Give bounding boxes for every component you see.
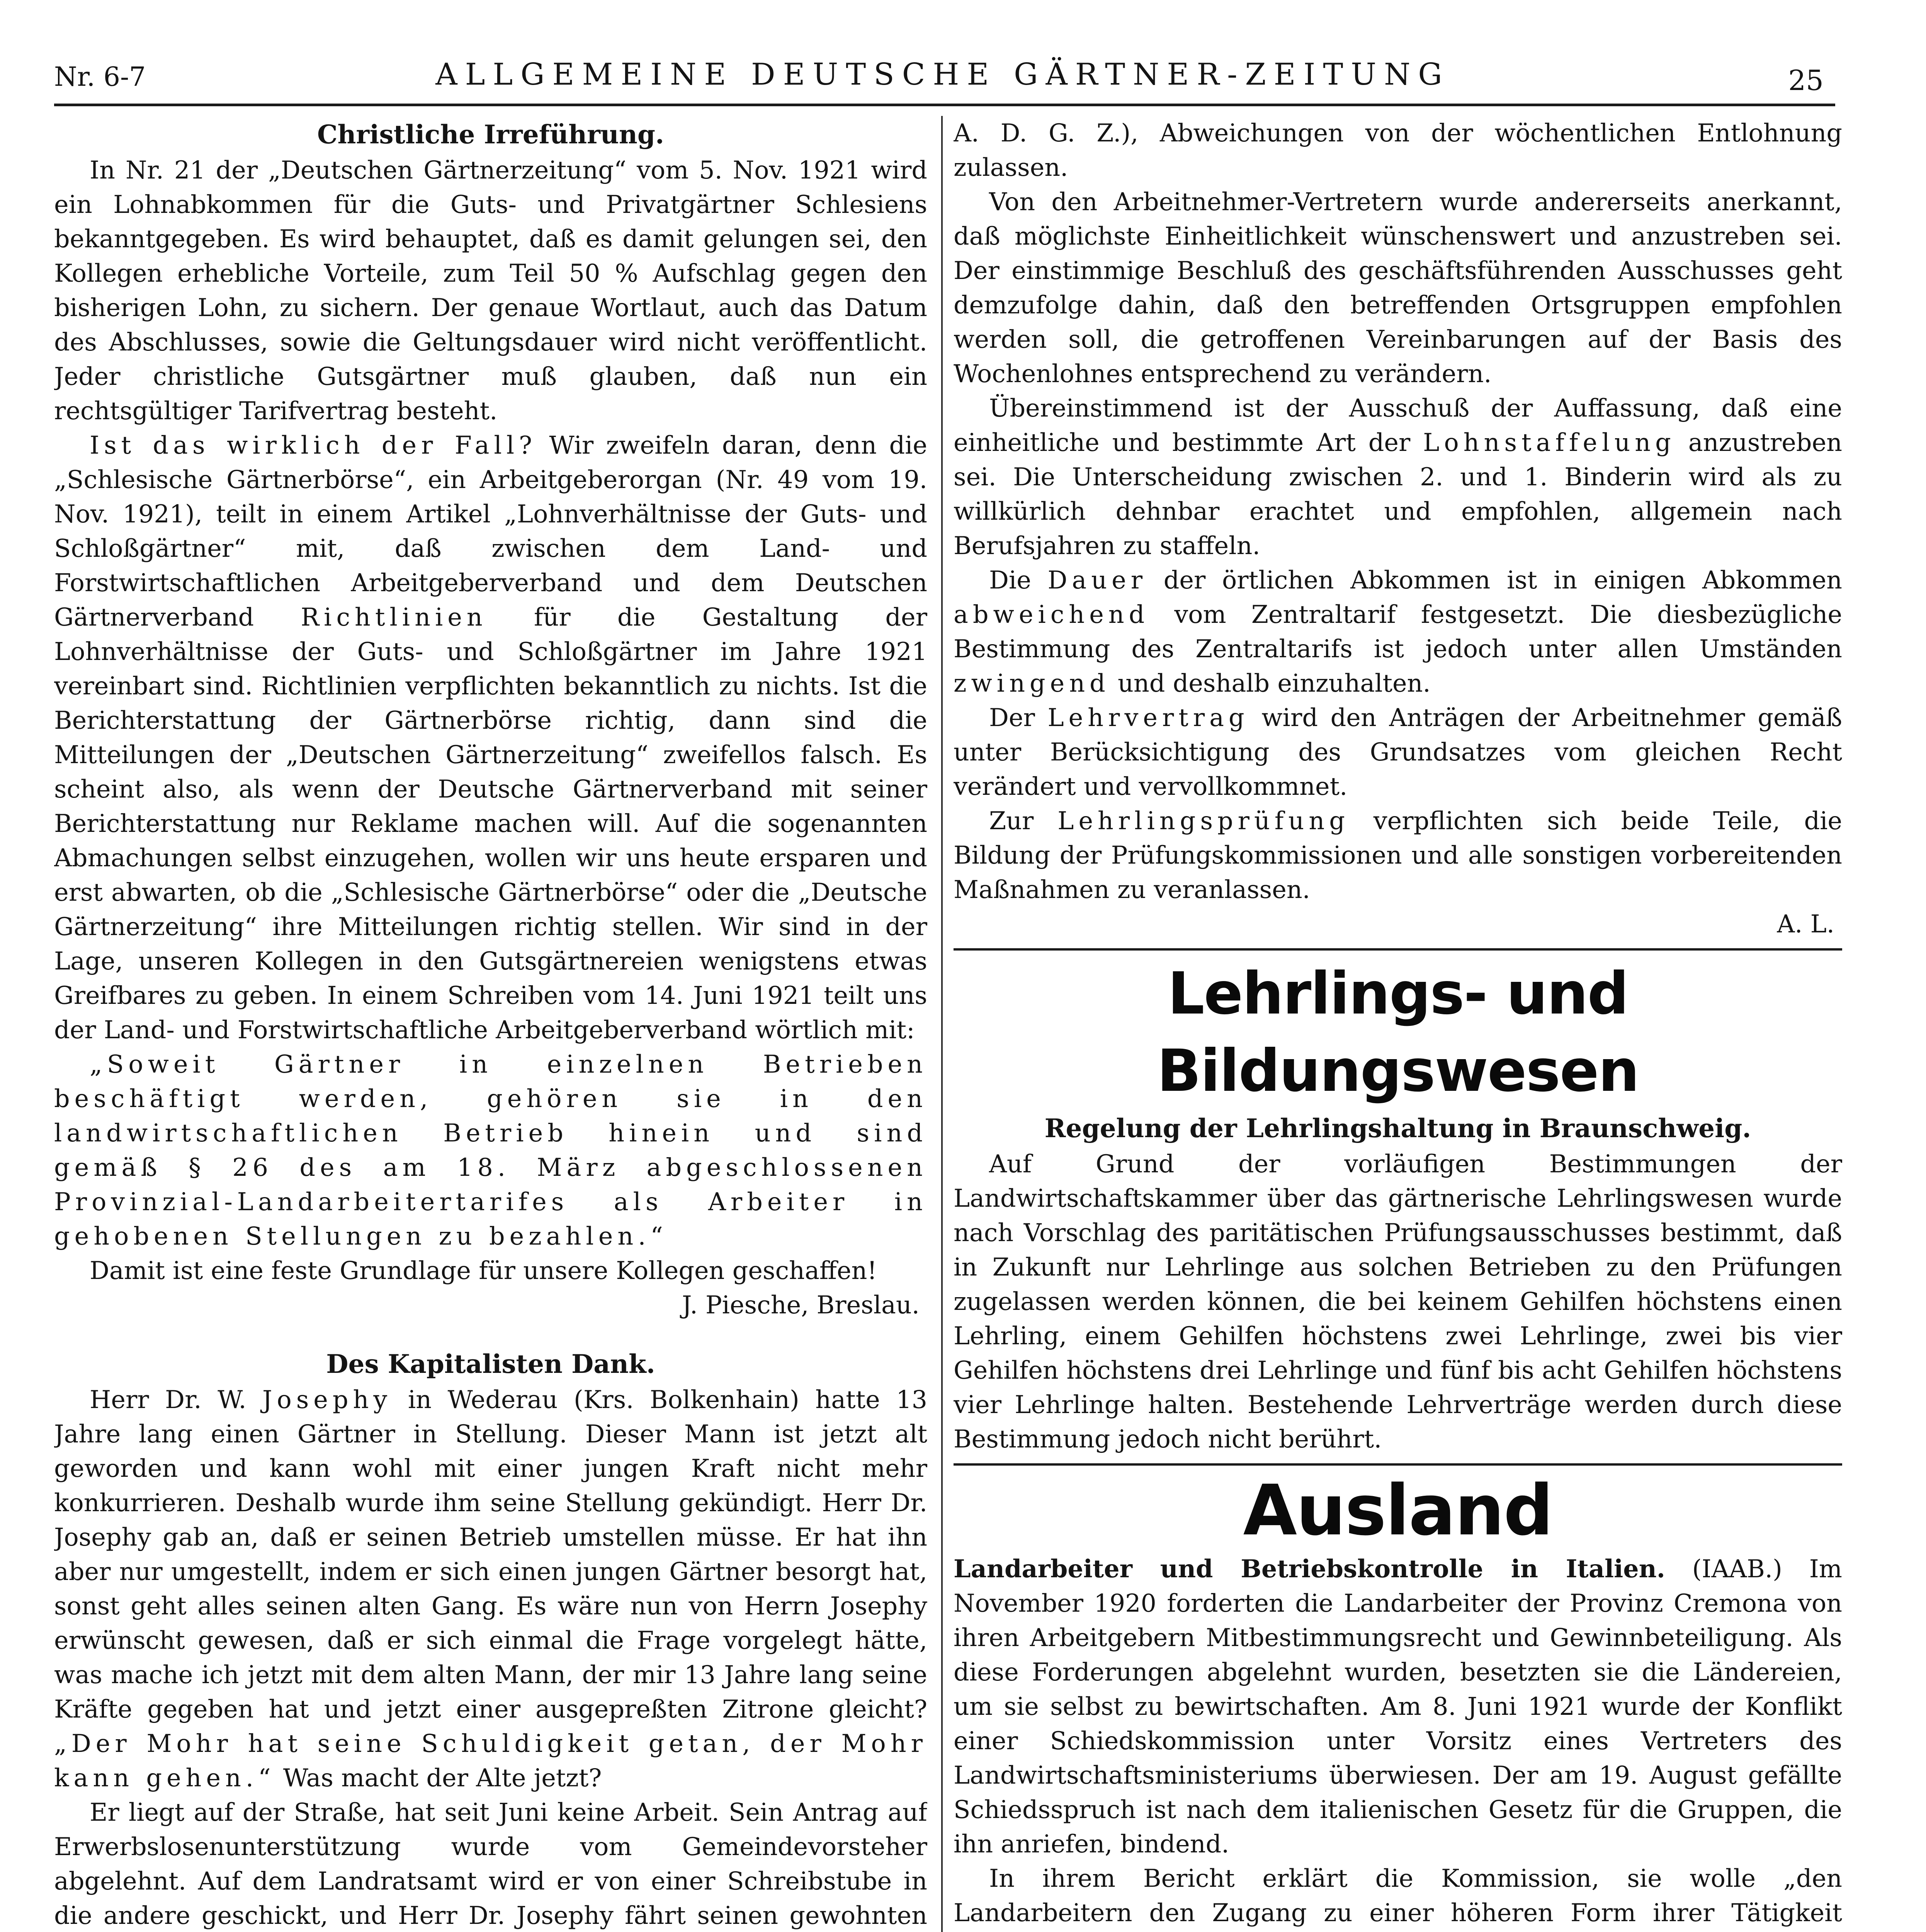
text-run: (IAAB.) Im November 1920 forderten die Landarbeiter der Provinz Cremona von ihren Arbeitgebern Mitbestimmungsrecht und Gewinnbeteiligung. Als diese Forderungen abgelehnt wurden, besetzten sie die Ländereien, um sie selbst zu bewirtschaften. Am 8. Juni 1921 wurde der Konflikt einer Schiedskommission unter Vorsitz eines Vertreters des Landwirtschaftsministeriums überwiesen. Der am 19. August gefällte Schiedsspruch ist nach dem italienischen Gesetz für die Gruppen, die ihn anriefen, bindend. bbox=[954, 1554, 1842, 1858]
paragraph bbox=[954, 804, 1842, 907]
column-divider bbox=[941, 116, 943, 1932]
spaced-emphasis: Ist das wirklich der Fall? bbox=[90, 431, 537, 459]
paragraph: In ihrem Bericht erklärt die Kommission, sie wolle „den Landarbeitern den Zugang zu einer höheren Form ihrer Tätigkeit bbox=[954, 1864, 1842, 1927]
text-run: für die Gestaltung der Lohnverhältnisse der Guts- und Schloßgärtner im Jahre 1921 vereinbart sind. Richtlinien verpflichten bekanntlich zu nichts. Ist die Berichterstattung der Gärtnerbörse richtig, dann sind die Mitteilungen der „Deutschen Gärtnerzeitung“ zweifellos falsch. Es scheint also, als wenn der Deutsche Gärtnerverband mit seiner Berichterstattung nur Reklame machen will. Auf die sogenannten Abmachungen selbst einzugehen, wollen wir uns heute ersparen und erst abwarten, ob die „Schlesische Gärtnerbörse“ oder die „Deutsche Gärtnerzeitung“ ihre Mitteilungen richtig stellen. Wir sind in der Lage, unseren Kollegen in den Gutsgärtnereien wenigstens etwas Greifbares zu geben. In einem Schreiben vom 14. Juni 1921 teilt uns der Land- und Forstwirtschaftliche Arbeitgeberverband wörtlich mit: bbox=[54, 603, 927, 1044]
text-run: Die bbox=[989, 566, 1048, 594]
spaced-emphasis: Richtlinien bbox=[301, 603, 487, 631]
text-run: in Wederau (Krs. Bolkenhain) hatte 13 Jahre lang einen Gärtner in Stellung. Dieser Mann ist jetzt alt geworden und kann wohl mit einer jungen Kraft nicht mehr konkurrieren. Deshalb wurde ihm seine Stellung gekündigt. Herr Dr. Josephy gab an, daß er seinen Betrieb umstellen müsse. Er hat ihn aber nur umgestellt, indem er sich einen jungen Gärtner besorgt hat, sonst geht alles seinen alten Gang. Es wäre nun von Herrn Josephy erwünscht gewesen, daß er sich einmal die Frage vorgelegt hätte, was mache ich jetzt mit dem alten Mann, der mir 13 Jahre lang seine Kräfte gegeben hat und jetzt einer ausgepreßten Zitrone gleicht? bbox=[54, 1385, 927, 1723]
text-run: Der bbox=[989, 703, 1048, 732]
text-run: Herr Dr. W. bbox=[90, 1385, 263, 1414]
text-run: vom Zentraltarif festgesetzt. Die diesbezügliche Bestimmung des Zentraltarifs ist jedoch unter allen Umständen bbox=[954, 600, 1842, 663]
paragraph bbox=[954, 563, 1842, 701]
section-rule bbox=[954, 1463, 1842, 1466]
paragraph: Von den Arbeitnehmer-Vertretern wurde andererseits anerkannt, daß möglichste Einheitlichkeit wünschenswert und anzustreben sei. Der einstimmige Beschluß des geschäftsführenden Ausschusses geht demzufolge dahin, daß den betreffenden Ortsgruppen empfohlen werden soll, die getroffenen Vereinbarungen auf der Basis des Wochenlohnes entsprechend zu verändern. bbox=[954, 187, 1842, 388]
text-run: Übereinstimmend ist der Ausschuß der Auffassung, daß eine einheitliche und bestimmte Art der bbox=[954, 394, 1842, 457]
author-signature: J. Piesche, Breslau. bbox=[682, 1291, 920, 1319]
paragraph: Er liegt auf der Straße, hat seit Juni keine Arbeit. Sein Antrag auf Erwerbslosenunterstützung wurde vom Gemeindevorsteher abgelehnt. Auf dem Landratsamt wird er von einer Schreibstube in die andere geschickt, und Herr Dr. Josephy fährt seinen gewohnten bbox=[54, 1798, 927, 1930]
paragraph: In Nr. 21 der „Deutschen Gärtnerzeitung“ vom 5. Nov. 1921 wird ein Lohnabkommen für die Guts- und Privatgärtner Schlesiens bekanntgegeben. Es wird behauptet, daß es damit gelungen sei, den Kollegen erhebliche Vorteile, zum Teil 50 % Aufschlag gegen den bisherigen Lohn, zu sichern. Der genaue Wortlaut, auch das Datum des Abschlusses, sowie die Geltungsdauer wird nicht veröffentlicht. Jeder christliche Gutsgärtner muß glauben, daß nun ein rechtsgültiger Tarifvertrag besteht. bbox=[54, 156, 927, 425]
spaced-emphasis: Lohnstaffelung bbox=[1423, 428, 1676, 457]
spacer bbox=[54, 1322, 927, 1345]
spaced-emphasis: Lehrvertrag bbox=[1047, 703, 1249, 732]
text-run: anzustreben sei. Die Unterscheidung zwischen 2. und 1. Binderin wird als zu willkürlich dehnbar erachtet und empfohlen, allgemein nach Berufsjahren zu staffeln. bbox=[954, 428, 1842, 560]
article-title-kapitalisten-dank: Des Kapitalisten Dank. bbox=[326, 1349, 655, 1379]
paragraph bbox=[54, 1383, 927, 1795]
paragraph: Damit ist eine feste Grundlage für unsere Kollegen geschaffen! bbox=[90, 1256, 877, 1285]
page-number: 25 bbox=[1788, 64, 1824, 97]
article-title-irrefuehrung: Christliche Irreführung. bbox=[317, 119, 664, 150]
spaced-emphasis: Lehrlingsprüfung bbox=[1057, 806, 1350, 835]
paragraph bbox=[954, 701, 1842, 804]
header-rule bbox=[54, 104, 1835, 106]
text-run: und deshalb einzuhalten. bbox=[1110, 669, 1431, 697]
spaced-emphasis: abweichend bbox=[954, 600, 1149, 629]
author-signature: A. L. bbox=[1777, 910, 1834, 938]
section-heading-ausland: Ausland bbox=[1243, 1470, 1553, 1551]
text-run: wird den Anträgen der Arbeitnehmer gemäß unter Berücksichtigung des Grundsatzes vom gleichen Recht verändert und vervollkommnet. bbox=[954, 703, 1842, 801]
section-heading-lehrlingswesen: Lehrlings- und Bildungswesen bbox=[1157, 960, 1639, 1105]
spaced-emphasis: Dauer bbox=[1047, 566, 1147, 594]
spaced-emphasis: zwingend bbox=[954, 669, 1110, 697]
right-column bbox=[954, 116, 1842, 1932]
section-subtitle: Regelung der Lehrlingshaltung in Braunschweig. bbox=[1044, 1113, 1751, 1143]
paragraph: A. D. G. Z.), Abweichungen von der wöchentlichen Entlohnung zulassen. bbox=[954, 119, 1842, 182]
left-column bbox=[54, 116, 927, 1932]
quotation: „Soweit Gärtner in einzelnen Betrieben beschäftigt werden, gehören sie in den landwirtschaftlichen Betrieb hinein und sind gemäß § 26 des am 18. März abgeschlossenen Provinzial-Landarbeitertarifes als Arbeiter in gehobenen Stellungen zu bezahlen.“ bbox=[54, 1050, 927, 1250]
text-run: der örtlichen Abkommen ist in einigen Abkommen bbox=[1147, 566, 1842, 594]
paragraph: Auf Grund der vorläufigen Bestimmungen der Landwirtschaftskammer über das gärtnerische Lehrlingswesen wurde nach Vorschlag des paritätischen Prüfungsausschusses bestimmt, daß in Zukunft nur Lehrlinge aus solchen Betrieben zu den Prüfungen zugelassen werden können, die bei keinem Gehilfen höchstens einen Lehrling, einem Gehilfen höchstens zwei Lehrlinge, zwei bis vier Gehilfen höchstens drei Lehrlinge und fünf bis acht Gehilfen höchstens vier Lehrlinge halten. Bestehende Lehrverträge werden durch diese Bestimmung jedoch nicht berührt. bbox=[954, 1150, 1842, 1453]
paragraph bbox=[954, 1551, 1842, 1861]
paragraph bbox=[54, 428, 927, 1047]
run-in-heading: Landarbeiter und Betriebskontrolle in Italien. bbox=[954, 1554, 1665, 1583]
paragraph bbox=[954, 391, 1842, 563]
text-run: Was macht der Alte jetzt? bbox=[275, 1764, 602, 1792]
spaced-emphasis: Josephy bbox=[262, 1385, 392, 1414]
text-run: Wir zweifeln daran, denn die „Schlesische Gärtnerbörse“, ein Arbeitgeberorgan (Nr. 49 vom 19. Nov. 1921), teilt in einem Artikel „Lohnverhältnisse der Guts- und Schloßgärtner“ mit, daß zwischen dem Land- und Forstwirtschaftlichen Arbeitgeberverband und dem Deutschen Gärtnerverband bbox=[54, 431, 927, 631]
page-header bbox=[54, 54, 1831, 97]
spaced-emphasis: „Der Mohr hat seine Schuldigkeit getan, der Mohr kann gehen.“ bbox=[54, 1729, 927, 1792]
text-run: verpflichten sich beide Teile, die Bildung der Prüfungskommissionen und alle sonstigen vorbereitenden Maßnahmen zu veranlassen. bbox=[954, 806, 1842, 904]
newspaper-title: ALLGEMEINE DEUTSCHE GÄRTNER-ZEITUNG bbox=[435, 57, 1450, 92]
text-run: Zur bbox=[989, 806, 1058, 835]
issue-number: Nr. 6-7 bbox=[54, 62, 146, 92]
section-rule bbox=[954, 948, 1842, 951]
